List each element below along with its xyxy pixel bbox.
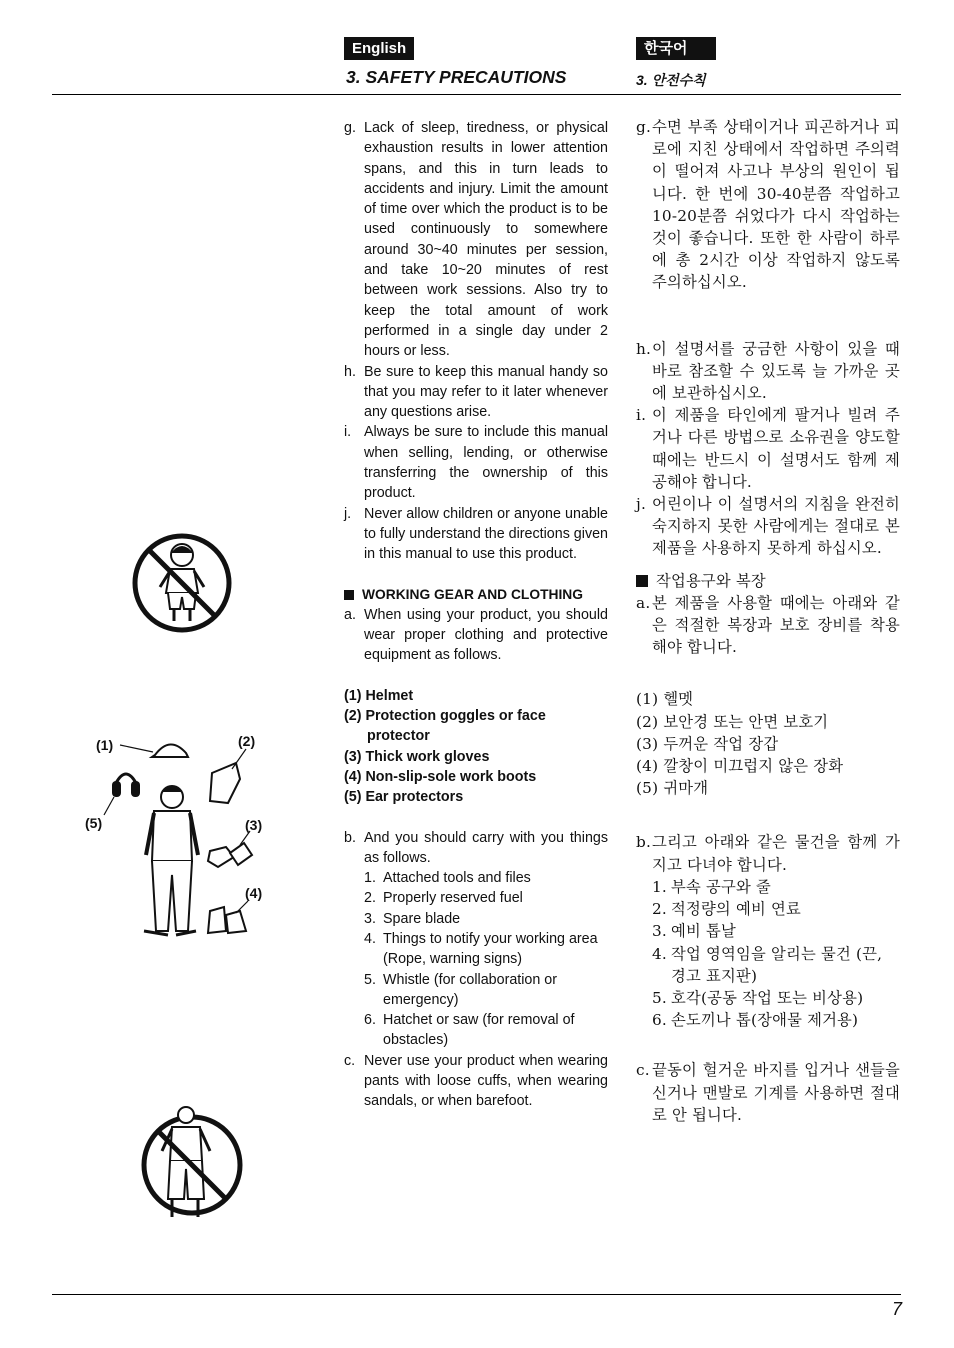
gear-item: (3) 두꺼운 작업 장갑: [636, 734, 779, 753]
carry-number: 3.: [364, 910, 376, 927]
item-label: h.: [344, 363, 356, 380]
item-label: b.: [344, 829, 356, 846]
carry-number: 5.: [364, 971, 376, 988]
protective-gear-figure: [100, 735, 263, 945]
item-label: i.: [344, 424, 352, 441]
callout-5: (5): [85, 815, 103, 831]
carry-number: 1.: [364, 870, 376, 887]
header-rule: [52, 94, 901, 95]
square-bullet-icon: [636, 575, 648, 587]
heading-text: 작업용구와 복장: [656, 571, 766, 590]
en-carry-item: [364, 888, 608, 908]
item-label: b.: [636, 833, 652, 852]
footer-rule: [52, 1294, 901, 1295]
gear-item: (2) 보안경 또는 안면 보호기: [636, 712, 829, 731]
en-carry-item: [364, 929, 608, 970]
ko-carry-item: [652, 898, 900, 920]
carry-text: 예비 톱날: [671, 922, 736, 941]
item-label: g.: [344, 120, 356, 136]
item-text: Lack of sleep, tiredness, or physical exhaustion results in lower attention spans, and this in turn leads to accidents and injury. Limit the amount of time over which the product is to be used continuously to somewhere around 30~40 minutes per session, and take 10~20 minutes of rest between work sessions. Also try to keep the total amount of work performed in a single day under 2 hours or less.: [364, 120, 608, 360]
item-label: a.: [344, 606, 356, 623]
en-item-i: [344, 422, 608, 503]
carry-text: Properly reserved fuel: [383, 890, 523, 907]
ko-item-a: [636, 592, 900, 659]
english-language-tag: English: [344, 37, 414, 60]
item-label: i.: [636, 406, 647, 425]
carry-text: 적정량의 예비 연료: [671, 900, 801, 919]
carry-number: 1.: [652, 877, 667, 896]
ko-item-b: [636, 831, 900, 875]
item-text: 그리고 아래와 같은 물건을 함께 가지고 다녀야 합니다.: [652, 833, 900, 874]
carry-number: 4.: [364, 930, 376, 947]
carry-text: Hatchet or saw (for removal of obstacles): [383, 1012, 575, 1049]
item-label: h.: [636, 339, 652, 358]
gear-item: (5) Ear protectors: [344, 789, 464, 806]
item-text: 이 제품을 타인에게 팔거나 빌려 주거나 다른 방법으로 소유권을 양도할 때에는 반드시 이 설명서도 함께 제공해야 합니다.: [652, 406, 900, 491]
callout-1: (1): [96, 737, 114, 753]
item-text: Be sure to keep this manual handy so that you may refer to it later whenever any questions arise.: [364, 363, 608, 421]
page-number: 7: [891, 1299, 902, 1319]
ko-carry-item: [652, 1009, 900, 1031]
carry-number: 4.: [652, 944, 667, 963]
en-item-c: [344, 1051, 608, 1112]
item-text: Never use your product when wearing pants with loose cuffs, when wearing sandals, or when barefoot.: [364, 1052, 608, 1110]
english-section-title: 3. SAFETY PRECAUTIONS: [346, 67, 567, 87]
gear-item: (3) Thick work gloves: [344, 748, 490, 765]
callout-3: (3): [245, 817, 263, 833]
en-carry-item: [364, 909, 608, 929]
carry-number: 2.: [364, 890, 376, 907]
carry-number: 2.: [652, 900, 667, 919]
gear-item: (4) 깔창이 미끄럽지 않은 장화: [636, 757, 844, 776]
gear-item: protector: [367, 728, 430, 745]
en-carry-item: [364, 868, 608, 888]
gear-item: (2) Protection goggles or face: [344, 708, 546, 725]
square-bullet-icon: [344, 590, 354, 600]
carry-text: Attached tools and files: [383, 870, 531, 887]
no-loose-clothing-icon: [138, 1103, 246, 1223]
en-gear-heading: [344, 585, 608, 605]
heading-text: WORKING GEAR AND CLOTHING: [362, 586, 583, 602]
carry-text: 호각(공동 작업 또는 비상용): [671, 988, 864, 1007]
item-text: 수면 부족 상태이거나 피곤하거나 피로에 지친 상태에서 작업하면 주의력이 떨어져 사고나 부상의 원인이 됩니다. 한 번에 30-40분쯤 작업하고 10-20분쯤 쉬었다가 다시 작업하는 것이 좋습니다. 또한 한 사람이 하루에 총 2시간 이상 작업하지 않도록 주의하십시오.: [652, 118, 900, 292]
item-text: 본 제품을 사용할 때에는 아래와 같은 적절한 복장과 보호 장비를 착용해야 합니다.: [652, 593, 900, 657]
korean-language-tag: 한국어: [636, 37, 716, 60]
item-text: When using your product, you should wear proper clothing and protective equipment as follows.: [364, 606, 608, 664]
carry-number: 6.: [652, 1011, 667, 1030]
en-carry-item: [364, 970, 608, 1011]
ko-carry-item: [652, 987, 900, 1009]
item-text: Never allow children or anyone unable to fully understand the directions given in this manual to use this product.: [364, 505, 608, 563]
item-label: a.: [636, 593, 651, 612]
item-text: And you should carry with you things as follows.: [364, 829, 608, 866]
ko-item-c: [636, 1059, 900, 1126]
en-gear-list: [344, 686, 608, 808]
callout-2: (2): [238, 733, 256, 749]
en-item-a: [344, 605, 608, 666]
ko-item-i: [636, 404, 900, 493]
en-item-b: [344, 828, 608, 869]
english-column: [344, 118, 608, 1112]
carry-text: Whistle (for collaboration or emergency): [383, 971, 558, 1008]
ko-carry-item: [652, 876, 900, 898]
korean-section-title: 3. 안전수칙: [636, 72, 706, 88]
ko-item-g: [636, 116, 900, 294]
item-text: 어린이나 이 설명서의 지침을 완전히 숙지하지 못한 사람에게는 절대로 본 제품을 사용하지 못하게 하십시오.: [652, 495, 900, 558]
ko-carry-item: [652, 943, 900, 987]
carry-text: 부속 공구와 줄: [671, 877, 771, 896]
carry-number: 6.: [364, 1012, 376, 1029]
carry-text: 작업 영역임을 알리는 물건 (끈, 경고 표지판): [671, 944, 883, 985]
en-item-h: [344, 362, 608, 423]
carry-text: Spare blade: [383, 910, 461, 927]
ko-gear-list: [636, 688, 900, 799]
gear-item: (1) 헬멧: [636, 690, 694, 709]
ko-carry-item: [652, 920, 900, 942]
carry-text: Things to notify your working area (Rope, warning signs): [383, 930, 598, 968]
en-item-g: [344, 118, 608, 362]
item-label: c.: [636, 1061, 650, 1080]
no-children-icon: [130, 531, 234, 635]
item-label: j.: [636, 495, 647, 514]
gear-item: (5) 귀마개: [636, 779, 709, 798]
en-item-j: [344, 504, 608, 565]
item-text: 이 설명서를 궁금한 사항이 있을 때 바로 참조할 수 있도록 늘 가까운 곳에 보관하십시오.: [652, 339, 900, 403]
ko-gear-heading: [636, 570, 900, 592]
carry-number: 3.: [652, 922, 667, 941]
callout-4: (4): [245, 885, 263, 901]
gear-item: (1) Helmet: [344, 687, 414, 704]
item-label: j.: [344, 505, 352, 522]
gear-item: (4) Non-slip-sole work boots: [344, 768, 537, 785]
ko-item-j: [636, 493, 900, 560]
ko-item-h: [636, 338, 900, 405]
en-carry-item: [364, 1010, 608, 1051]
korean-column: [636, 116, 900, 1126]
item-label: g.: [636, 118, 652, 136]
carry-number: 5.: [652, 988, 667, 1007]
item-text: 끝동이 헐거운 바지를 입거나 샌들을 신거나 맨발로 기계를 사용하면 절대로 안 됩니다.: [652, 1061, 900, 1124]
item-text: Always be sure to include this manual when selling, lending, or otherwise transferring the ownership of this product.: [364, 424, 608, 502]
carry-text: 손도끼나 톱(장애물 제거용): [671, 1011, 859, 1030]
item-label: c.: [344, 1052, 356, 1069]
